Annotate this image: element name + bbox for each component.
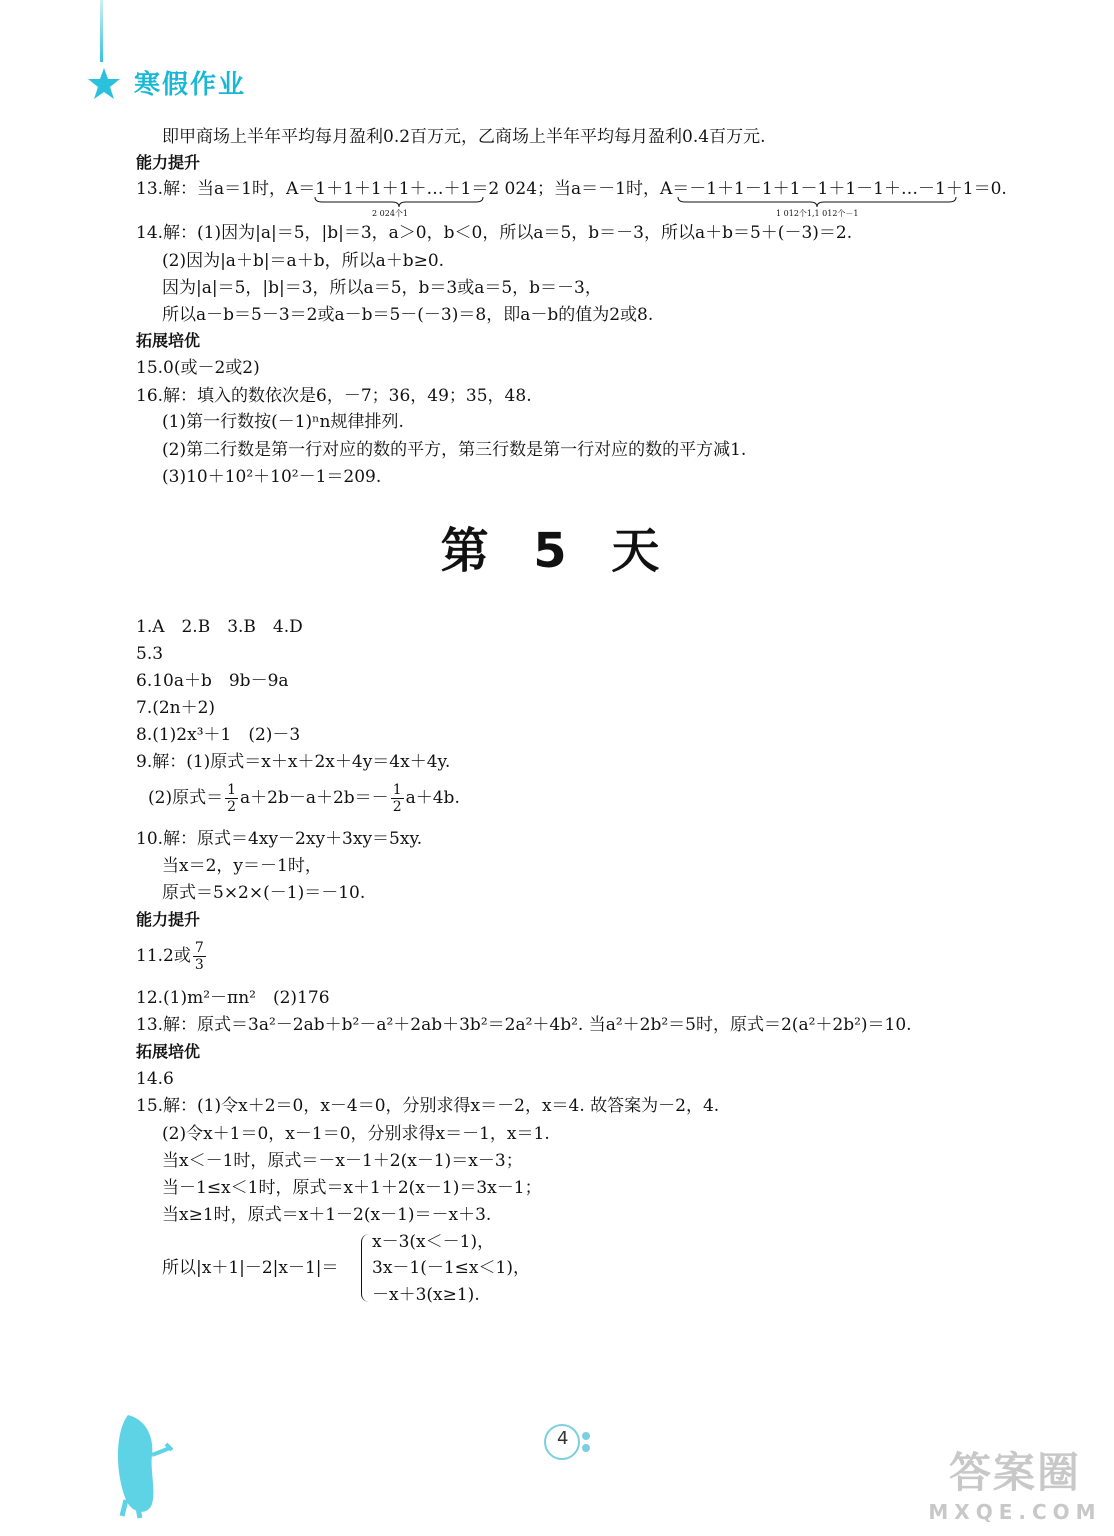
text-line: 14.解：(1)因为|a|＝5，|b|＝3，a＞0，b＜0，所以a＝5，b＝－3，所以a＋b＝5＋(－3)＝2.	[136, 223, 853, 243]
section-heading: 拓展培优	[136, 1042, 201, 1061]
text-line: 原式＝5×2×(－1)＝－10.	[162, 883, 366, 903]
watermark-text: 答案圈	[948, 1448, 1081, 1497]
day-title: 第 5 天	[440, 523, 674, 579]
text-line: (2)令x＋1＝0，x－1＝0，分别求得x＝－1，x＝1.	[162, 1124, 550, 1144]
piecewise-case: 3x－1(－1≤x＜1)，	[372, 1258, 530, 1278]
text-line: 6.10a＋b 9b－9a	[136, 671, 289, 691]
text-line: 12.(1)m²－πn² (2)176	[136, 988, 330, 1008]
fraction-numerator: 1	[227, 782, 237, 798]
text-segment: 11.2或	[136, 946, 191, 966]
text-line: 即甲商场上半年平均每月盈利0.2百万元，乙商场上半年平均每月盈利0.4百万元.	[162, 127, 766, 147]
text-line: (3)10＋10²＋10²－1＝209.	[162, 467, 382, 487]
text-line: 14.6	[136, 1069, 174, 1089]
text-line: 5.3	[136, 644, 164, 664]
page-number: 4	[557, 1428, 569, 1449]
text-line: 当－1≤x＜1时，原式＝x＋1＋2(x－1)＝3x－1；	[162, 1178, 542, 1198]
text-line: 16.解：填入的数依次是6，－7；36，49；35，48.	[136, 386, 532, 406]
text-line: 9.解：(1)原式＝x＋x＋2x＋4y＝4x＋4y.	[136, 752, 451, 772]
fraction-seven-thirds	[193, 940, 206, 973]
text-line: (2)第二行数是第一行对应的数的平方，第三行数是第一行对应的数的平方减1.	[162, 440, 747, 460]
text-line: 因为|a|＝5，|b|＝3，所以a＝5，b＝3或a＝5，b＝－3，	[162, 278, 602, 298]
text-line: 13.解：当a＝1时，A＝1＋1＋1＋1＋…＋1＝2 024；当a＝－1时，A＝－1＋1－1＋1－1＋1－1＋…－1＋1＝0.	[136, 179, 1007, 199]
text-line: 1.A 2.B 3.B 4.D	[136, 617, 303, 637]
text-line: 所以|x＋1|－2|x－1|＝	[162, 1258, 339, 1278]
watermark-url: MXQE.COM	[928, 1500, 1102, 1524]
fraction-denominator: 2	[392, 799, 402, 815]
text-line: 当x＜－1时，原式＝－x－1＋2(x－1)＝x－3；	[162, 1151, 523, 1171]
text-line: 当x＝2，y＝－1时，	[162, 856, 322, 876]
fraction-numerator: 7	[194, 940, 204, 956]
fraction-denominator: 3	[194, 957, 204, 973]
mascot-illustration	[108, 1410, 178, 1520]
text-segment: a＋2b－a＋2b＝－	[240, 788, 389, 808]
section-heading: 能力提升	[136, 910, 201, 929]
watermark	[920, 1440, 1110, 1530]
fraction-numerator: 1	[392, 782, 402, 798]
text-line: 10.解：原式＝4xy－2xy＋3xy＝5xy.	[136, 829, 423, 849]
brace-label: 1 012个1,1 012个－1	[776, 209, 859, 218]
fraction-half	[225, 782, 238, 815]
section-heading: 拓展培优	[136, 331, 201, 350]
text-line: 13.解：原式＝3a²－2ab＋b²－a²＋2ab＋3b²＝2a²＋4b². 当a²＋2b²＝5时，原式＝2(a²＋2b²)＝10.	[136, 1015, 912, 1035]
brace-label: 2 024个1	[372, 209, 408, 218]
text-segment: (2)原式＝	[148, 788, 224, 808]
text-line-fraction	[136, 938, 208, 974]
underbrace	[677, 196, 957, 208]
fraction-denominator: 2	[227, 799, 237, 815]
text-line: (2)因为|a＋b|＝a＋b，所以a＋b≥0.	[162, 251, 445, 271]
text-line: 15.0(或－2或2)	[136, 358, 260, 378]
section-heading: 能力提升	[136, 153, 201, 172]
piecewise-brace	[361, 1234, 370, 1302]
decorative-line	[100, 0, 103, 62]
text-line: 7.(2n＋2)	[136, 698, 216, 718]
text-line-fraction	[148, 780, 460, 816]
fraction-half	[391, 782, 404, 815]
text-line: 当x≥1时，原式＝x＋1－2(x－1)＝－x＋3.	[162, 1205, 492, 1225]
header-title: 寒假作业	[134, 70, 247, 100]
text-line: 所以a－b＝5－3＝2或a－b＝5－(－3)＝8，即a－b的值为2或8.	[162, 305, 654, 325]
piecewise-case: x－3(x＜－1)，	[372, 1232, 495, 1252]
text-line: 8.(1)2x³＋1 (2)－3	[136, 725, 301, 745]
text-segment: a＋4b.	[405, 788, 460, 808]
text-line: 15.解：(1)令x＋2＝0，x－4＝0，分别求得x＝－2，x＝4. 故答案为－2，4.	[136, 1096, 720, 1116]
text-line: (1)第一行数按(－1)ⁿn规律排列.	[162, 412, 404, 432]
piecewise-case: －x＋3(x≥1).	[372, 1285, 480, 1305]
underbrace	[314, 196, 484, 208]
star-icon	[86, 66, 122, 102]
